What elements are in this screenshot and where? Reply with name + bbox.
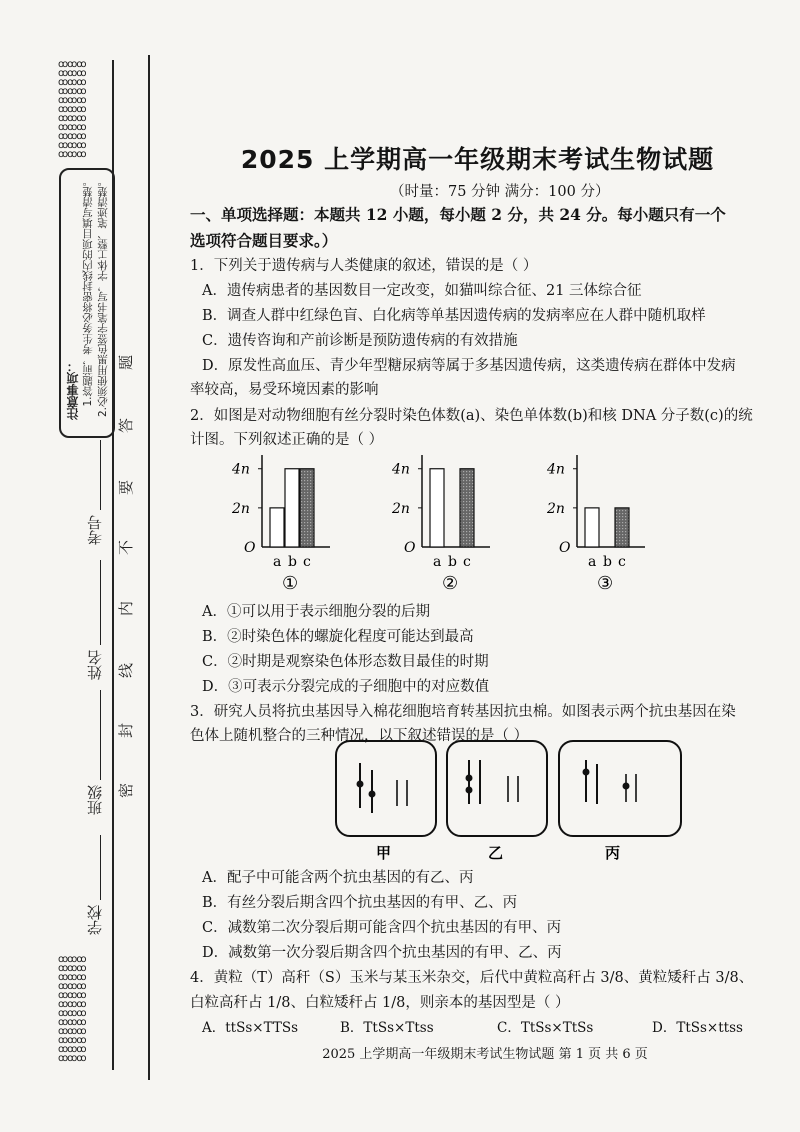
notice-item-2: 2.必须使用黑色签字笔书写，字体工整、笔迹清楚。 — [97, 176, 109, 418]
y-tick-label-2-0: 4n — [392, 461, 410, 478]
q2-bar-charts — [220, 450, 626, 600]
chart-title-3: ③ — [597, 573, 614, 594]
q4-stem-line1: 4．黄粒（T）高秆（S）玉米与某玉米杂交，后代中黄粒高秆占 3/8、黄粒矮秆占 3/8、 — [190, 970, 754, 986]
seal-char-0: 密 — [117, 782, 136, 799]
page-footer — [0, 1043, 800, 1062]
origin-label-3: O — [559, 540, 571, 556]
category-label-2-a: a — [433, 554, 442, 570]
seal-char-3: 内 — [117, 600, 136, 617]
page-footer-text: 2025 上学期高一年级期末考试生物试题 第 1 页 共 6 页 — [322, 1047, 648, 1062]
bar-1-b — [285, 469, 299, 547]
seal-char-5: 要 — [117, 479, 136, 496]
q4-stem-line2: 白粒高秆占 1/8、白粒矮秆占 1/8，则亲本的基因型是（ ） — [190, 995, 570, 1011]
bar-2-c — [460, 469, 474, 547]
q4-option-a: A．ttSs×TTSs — [202, 1020, 299, 1036]
y-tick-label-3-1: 2n — [547, 500, 565, 517]
bar-3-a — [585, 508, 599, 547]
category-label-3-c: c — [618, 554, 626, 570]
seal-char-7: 题 — [117, 354, 136, 371]
q2-stem-line2: 计图。下列叙述正确的是（ ） — [190, 432, 384, 448]
q3-option-b: B．有丝分裂后期含四个抗虫基因的有甲、乙、丙 — [202, 895, 518, 911]
origin-label-2: O — [404, 540, 416, 556]
cell-jia — [336, 741, 436, 836]
seal-chain-bottom: ꝏꝏꝏ ꝏꝏꝏ ꝏꝏꝏ ꝏꝏꝏ ꝏꝏꝏ ꝏꝏꝏ ꝏꝏꝏ ꝏꝏꝏ ꝏꝏꝏ ꝏꝏꝏ ꝏꝏꝏ ꝏꝏꝏ — [58, 954, 86, 1064]
chart-title-1: ① — [282, 573, 299, 594]
q1-stem: 1．下列关于遗传病与人类健康的叙述，错误的是（ ） — [190, 258, 538, 274]
seal-char-4: 不 — [117, 539, 136, 556]
page-title-text: 2025 上学期高一年级期末考试生物试题 — [240, 145, 715, 174]
binding-line-seal — [148, 55, 150, 1080]
bar-1-a — [270, 508, 284, 547]
category-label-2-b: b — [448, 554, 457, 570]
chart-title-2: ② — [442, 573, 459, 594]
q3-option-c: C．减数第二次分裂后期可能含四个抗虫基因的有甲、丙 — [202, 920, 562, 936]
seal-char-6: 答 — [117, 417, 136, 434]
category-label-1-b: b — [288, 554, 297, 570]
page-title — [0, 140, 800, 176]
school-label: 学校 — [86, 905, 104, 935]
q4-option-c: C．TtSs×TtSs — [497, 1020, 594, 1036]
q3-option-a: A．配子中可能含两个抗虫基因的有乙、丙 — [202, 870, 474, 886]
origin-label-1: O — [244, 540, 256, 556]
bar-1-c — [300, 469, 314, 547]
category-label-1-a: a — [273, 554, 282, 570]
cell-label-bing: 丙 — [605, 844, 621, 862]
y-tick-label-1-0: 4n — [232, 461, 250, 478]
gene-dot — [466, 787, 473, 794]
q2-option-b: B．②时染色体的螺旋化程度可能达到最高 — [202, 629, 474, 645]
y-tick-label-1-1: 2n — [232, 500, 250, 517]
q3-option-d: D．减数第一次分裂后期含四个抗虫基因的有甲、乙、丙 — [202, 945, 562, 961]
page-subtitle: （时量：75 分钟 满分：100 分） — [390, 184, 610, 200]
q4-option-d: D．TtSs×ttss — [652, 1020, 743, 1036]
seal-char-1: 封 — [117, 722, 136, 739]
q2-option-d: D．③可表示分裂完成的子细胞中的对应数值 — [202, 679, 490, 695]
name-label: 姓名 — [86, 650, 104, 680]
seal-char-2: 线 — [117, 662, 136, 679]
q2-option-a: A．①可以用于表示细胞分裂的后期 — [202, 604, 430, 620]
category-label-3-a: a — [588, 554, 597, 570]
name-line — [100, 560, 101, 645]
y-tick-label-3-0: 4n — [547, 461, 565, 478]
class-label: 班级 — [86, 785, 104, 815]
cell-label-yi: 乙 — [488, 844, 504, 862]
q2-stem-line1: 2．如图是对动物细胞有丝分裂时染色体数(a)、染色单体数(b)和核 DNA 分子数(c)的统 — [190, 408, 753, 424]
school-line — [100, 835, 101, 900]
q1-option-d-line2: 率较高，易受环境因素的影响 — [190, 382, 379, 398]
q3-cell-diagram — [330, 738, 690, 868]
section-heading-1: 一、单项选择题：本题共 12 小题，每小题 2 分，共 24 分。每小题只有一个 — [190, 205, 726, 224]
q1-option-a: A．遗传病患者的基因数目一定改变，如猫叫综合征、21 三体综合征 — [202, 283, 642, 299]
cell-yi — [447, 741, 547, 836]
category-label-2-c: c — [463, 554, 471, 570]
category-label-1-c: c — [303, 554, 311, 570]
section-heading-2: 选项符合题目要求。） — [190, 231, 338, 250]
q4-option-b: B．TtSs×Ttss — [340, 1020, 434, 1036]
q3-stem-line1: 3．研究人员将抗虫基因导入棉花细胞培育转基因抗虫棉。如图表示两个抗虫基因在染 — [190, 704, 736, 720]
exam-no-label: 考号 — [86, 515, 104, 545]
cell-bing — [559, 741, 681, 836]
bar-2-a — [430, 469, 444, 547]
seal-chain-top: ꝏꝏꝏ ꝏꝏꝏ ꝏꝏꝏ ꝏꝏꝏ ꝏꝏꝏ ꝏꝏꝏ ꝏꝏꝏ ꝏꝏꝏ ꝏꝏꝏ ꝏꝏꝏ ꝏꝏꝏ — [58, 59, 86, 160]
class-line — [100, 690, 101, 780]
gene-dot — [623, 783, 630, 790]
category-label-3-b: b — [603, 554, 612, 570]
gene-dot — [369, 791, 376, 798]
q3-stem-line2: 色体上随机整合的三种情况，以下叙述错误的是（ ） — [190, 728, 529, 744]
y-tick-label-2-1: 2n — [392, 500, 410, 517]
bar-3-c — [615, 508, 629, 547]
gene-dot — [583, 769, 590, 776]
notice-title: 注意事项： — [66, 360, 80, 420]
q1-option-b: B．调查人群中红绿色盲、白化病等单基因遗传病的发病率应在人群中随机取样 — [202, 308, 706, 324]
q1-option-d-line1: D．原发性高血压、青少年型糖尿病等属于多基因遗传病，这类遗传病在群体中发病 — [202, 358, 736, 374]
gene-dot — [466, 775, 473, 782]
gene-dot — [357, 781, 364, 788]
q2-option-c: C．②时期是观察染色体形态数目最佳的时期 — [202, 654, 489, 670]
exam-no-line — [100, 440, 101, 510]
cell-label-jia: 甲 — [376, 844, 392, 862]
notice-item-1: 1.答题前，考生务必将密封线内的项目填写清楚。 — [82, 176, 94, 407]
q1-option-c: C．遗传咨询和产前诊断是预防遗传病的有效措施 — [202, 333, 518, 349]
